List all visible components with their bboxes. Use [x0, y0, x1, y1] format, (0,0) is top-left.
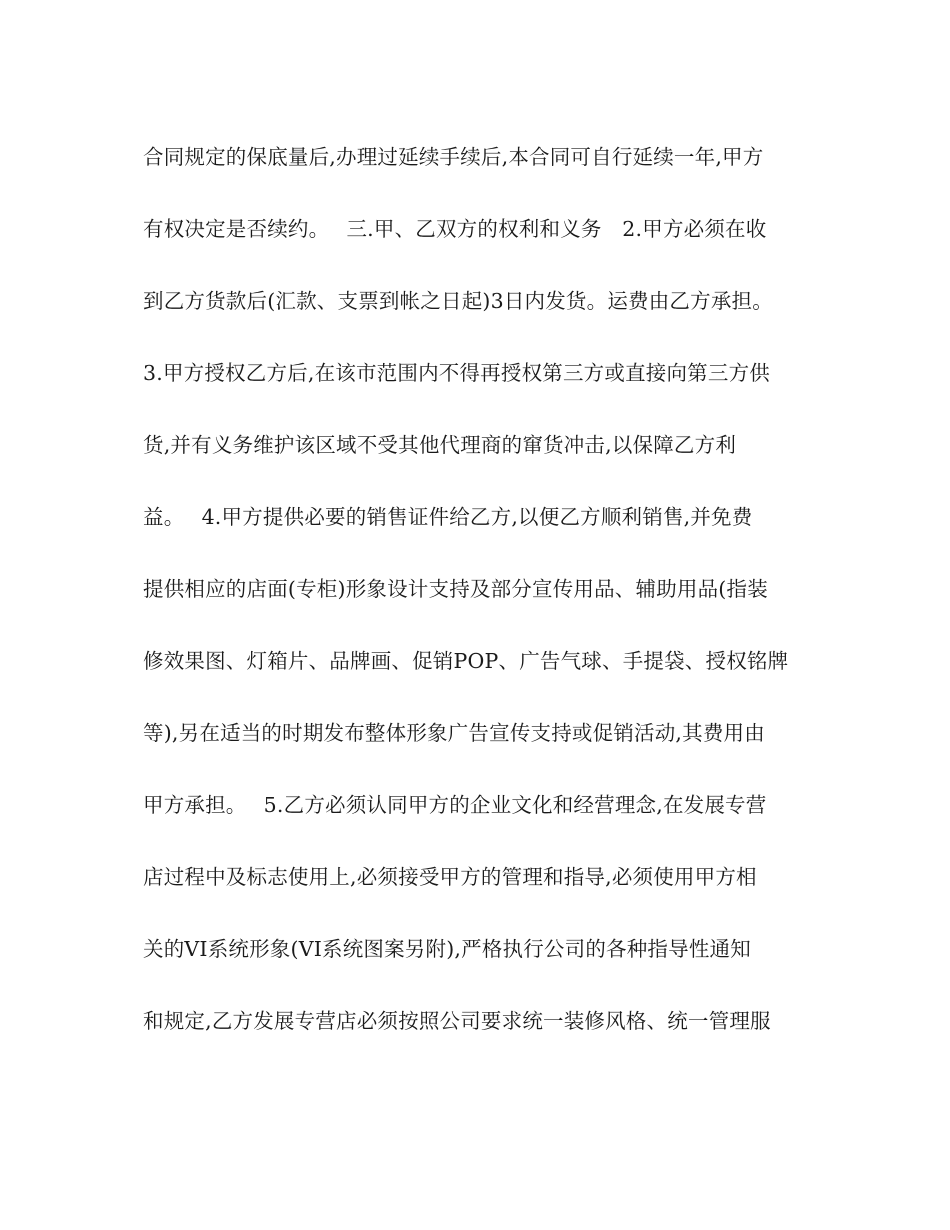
text-line: 到乙方货款后(汇款、支票到帐之日起)3日内发货。运费由乙方承担。: [143, 289, 773, 313]
text-line: 等),另在适当的时期发布整体形象广告宣传支持或促销活动,其费用由: [143, 721, 765, 745]
text-line: 修效果图、灯箱片、品牌画、促销POP、广告气球、手提袋、授权铭牌: [143, 649, 789, 673]
text-line: 合同规定的保底量后,办理过延续手续后,本合同可自行延续一年,甲方: [143, 145, 764, 169]
text-line: 有权决定是否续约。 三.甲、乙双方的权利和义务 2.甲方必须在收: [143, 217, 767, 241]
text-line: 益。 4.甲方提供必要的销售证件给乙方,以便乙方顺利销售,并免费: [143, 505, 753, 529]
text-line: 店过程中及标志使用上,必须接受甲方的管理和指导,必须使用甲方相: [143, 865, 757, 889]
text-line: 提供相应的店面(专柜)形象设计支持及部分宣传用品、辅助用品(指装: [143, 577, 768, 601]
text-line: 和规定,乙方发展专营店必须按照公司要求统一装修风格、统一管理服: [143, 1009, 771, 1033]
text-line: 3.甲方授权乙方后,在该市范围内不得再授权第三方或直接向第三方供: [143, 361, 770, 385]
text-line: 货,并有义务维护该区域不受其他代理商的窜货冲击,以保障乙方利: [143, 433, 737, 457]
text-line: 关的VI系统形象(VI系统图案另附),严格执行公司的各种指导性通知: [143, 937, 751, 961]
text-line: 甲方承担。 5.乙方必须认同甲方的企业文化和经营理念,在发展专营: [143, 793, 767, 817]
